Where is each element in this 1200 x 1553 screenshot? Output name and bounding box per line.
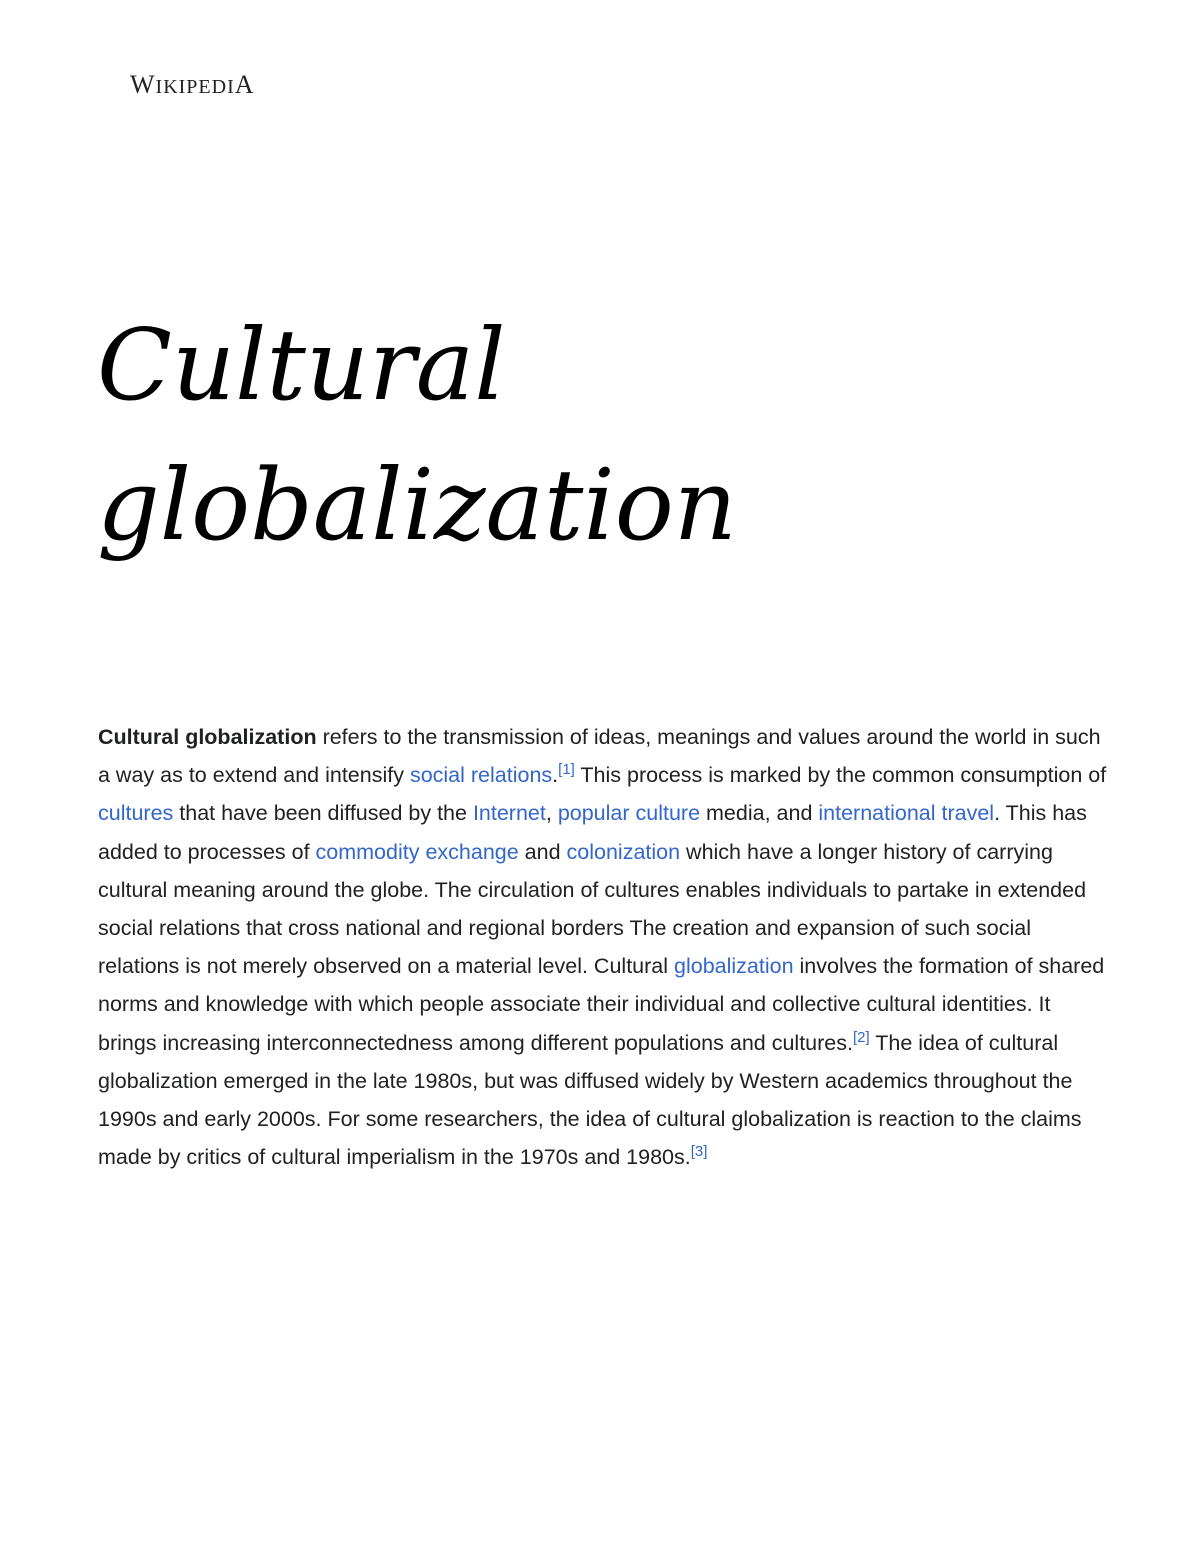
paragraph-text: and bbox=[518, 839, 567, 864]
article-lead-paragraph bbox=[98, 718, 1110, 1176]
page-title bbox=[97, 296, 1097, 576]
link-colonization[interactable]: colonization bbox=[566, 839, 681, 864]
citation-2[interactable] bbox=[853, 1028, 870, 1045]
wordmark-initial: W bbox=[130, 70, 156, 99]
paragraph-text: The idea of cultural globalization emerged in the late 1980s, but was diffused widely by Western academics throughout the 1990s and early 2000s. For some researchers, the idea of cultural globalization is reaction to the claims made by critics of cultural imperialism in the 1970s and 1980s. bbox=[98, 1030, 1082, 1170]
paragraph-text: refers to the transmission of ideas, meanings and values around the world in such a way as to extend and intensify bbox=[98, 725, 1101, 788]
link-popular-culture[interactable]: popular culture bbox=[557, 801, 701, 826]
citation-3[interactable] bbox=[691, 1143, 708, 1160]
link-globalization[interactable]: globalization bbox=[674, 954, 794, 979]
paragraph-text: . bbox=[552, 763, 559, 788]
paragraph-text: This process is marked by the common consumption of bbox=[574, 763, 1107, 788]
page-title-line-2: globalization bbox=[97, 449, 737, 563]
paragraph-text: . This has added to processes of bbox=[98, 801, 1087, 864]
paragraph-text: media, and bbox=[700, 801, 819, 826]
link-international-travel[interactable]: international travel bbox=[818, 801, 995, 826]
wordmark-final: A bbox=[234, 70, 255, 99]
paragraph-text: involves the formation of shared norms and knowledge with which people associate their individual and collective cultural identities. It brings increasing interconnectedness among different populations and cultures. bbox=[98, 954, 1105, 1055]
link-commodity-exchange[interactable]: commodity exchange bbox=[315, 839, 519, 864]
citation-1[interactable] bbox=[558, 761, 575, 778]
page-title-line-1: Cultural bbox=[97, 309, 506, 423]
wordmark-middle: IKIPEDI bbox=[155, 76, 235, 98]
wikipedia-wordmark[interactable] bbox=[130, 70, 255, 100]
link-social-relations[interactable]: social relations bbox=[409, 763, 553, 788]
citation-3-link[interactable]: [3] bbox=[690, 1143, 708, 1161]
paragraph-text: , bbox=[545, 801, 558, 826]
citation-2-link[interactable]: [2] bbox=[852, 1028, 870, 1046]
citation-1-link[interactable]: [1] bbox=[558, 761, 575, 779]
link-cultures[interactable]: cultures bbox=[98, 801, 174, 826]
paragraph-text: which have a longer history of carrying cultural meaning around the globe. The circulation of cultures enables individuals to partake in extended social relations that cross national and regional borders The creation and expansion of such social relations is not merely observed on a material level. Cultural bbox=[98, 839, 1087, 979]
link-internet[interactable]: Internet bbox=[472, 801, 546, 826]
paragraph-text: that have been diffused by the bbox=[173, 801, 473, 826]
bold-term: Cultural globalization bbox=[98, 725, 317, 749]
